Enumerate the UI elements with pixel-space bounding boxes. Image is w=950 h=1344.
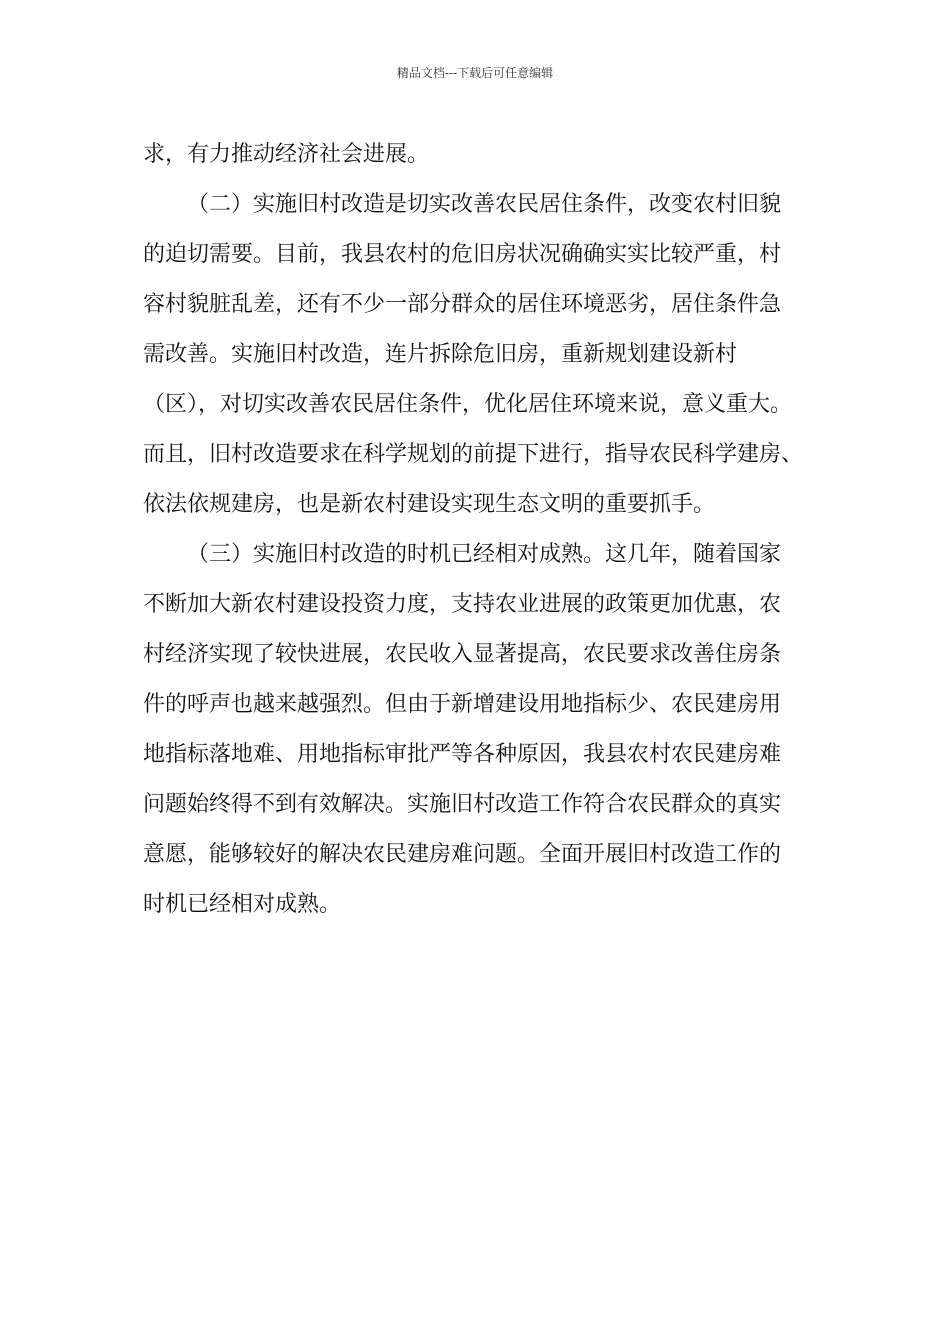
text-line: 需改善。实施旧村改造，连片拆除危旧房，重新规划建设新村: [143, 342, 738, 367]
text-line: 的迫切需要。目前，我县农村的危旧房状况确确实实比较严重，村: [143, 242, 782, 267]
text-line: 求，有力推动经济社会进展。: [143, 142, 430, 167]
page-header: 精品文档---下载后可任意编辑: [396, 66, 554, 80]
text-line: 地指标落地难、用地指标审批严等各种原因，我县农村农民建房难: [143, 742, 782, 767]
paragraph-start-line: （二）实施旧村改造是切实改善农民居住条件，改变农村旧貌: [187, 192, 782, 217]
text-line: 问题始终得不到有效解决。实施旧村改造工作符合农民群众的真实: [143, 792, 782, 817]
text-line: 而且，旧村改造要求在科学规划的前提下进行，指导农民科学建房、: [143, 442, 804, 467]
document-body: [143, 130, 823, 930]
text-line: （区），对切实改善农民居住条件，优化居住环境来说，意义重大。: [143, 392, 793, 417]
text-line: 不断加大新农村建设投资力度，支持农业进展的政策更加优惠，农: [143, 592, 782, 617]
text-line: 依法依规建房，也是新农村建设实现生态文明的重要抓手。: [143, 492, 716, 517]
text-line: 村经济实现了较快进展，农民收入显著提高，农民要求改善住房条: [143, 642, 782, 667]
paragraph-start-line: （三）实施旧村改造的时机已经相对成熟。这几年，随着国家: [187, 542, 782, 567]
text-line: 件的呼声也越来越强烈。但由于新增建设用地指标少、农民建房用: [143, 692, 782, 717]
text-line: 时机已经相对成熟。: [143, 892, 342, 917]
text-line: 意愿，能够较好的解决农民建房难问题。全面开展旧村改造工作的: [143, 842, 782, 867]
text-line: 容村貌脏乱差，还有不少一部分群众的居住环境恶劣，居住条件急: [143, 292, 782, 317]
